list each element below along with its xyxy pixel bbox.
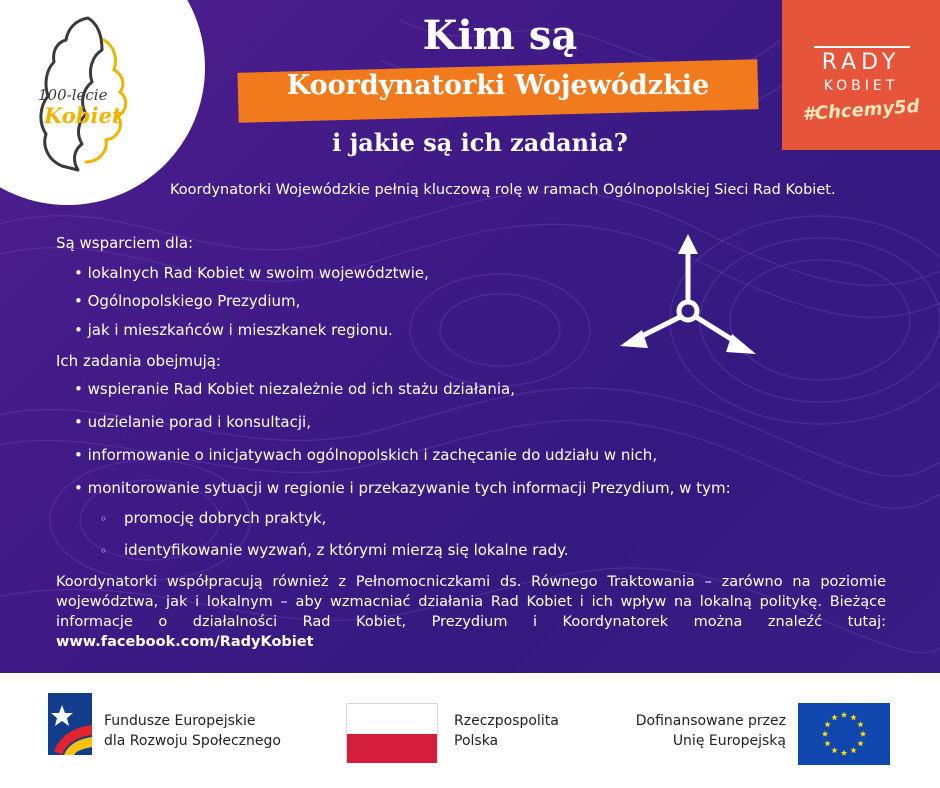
task-item: • monitorowanie sytuacji w regionie i przekazywanie tych informacji Prezydium, w tym:: [74, 479, 731, 497]
network-hub-arrows-icon: [610, 228, 770, 368]
tasks-heading: Ich zadania obejmują:: [56, 352, 221, 370]
task-sub-item: [100, 509, 326, 527]
support-item: • Ogólnopolskiego Prezydium,: [74, 292, 301, 310]
eu-line1: Dofinansowane przez: [635, 713, 786, 729]
anniversary-logo-line2: Kobiet: [44, 103, 122, 128]
funds-caption: [104, 711, 281, 751]
eu-flag-icon: [798, 703, 890, 765]
eu-line2: Unię Europejską: [672, 733, 786, 749]
funds-line2: dla Rozwoju Społecznego: [104, 733, 281, 749]
poland-flag-icon: [346, 703, 438, 763]
support-item: • jak i mieszkańców i mieszkanek regionu.: [74, 321, 393, 339]
eu-caption: [560, 711, 786, 751]
task-sub-item-text: identyfikowanie wyzwań, z którymi mierzą się lokalne rady.: [124, 541, 569, 559]
poland-caption: [454, 711, 559, 751]
task-sub-item-text: promocję dobrych praktyk,: [124, 509, 327, 527]
fundusze-europejskie-star-icon: [48, 693, 92, 755]
heading-line1: Kim są: [422, 12, 578, 59]
heading-line3: i jakie są ich zadania?: [332, 128, 628, 157]
rady-logo-hashtag: #Chcemy5d: [801, 95, 921, 126]
anniversary-logo-line1: 100-lecie: [38, 86, 108, 104]
sponsor-footer: [0, 673, 940, 788]
poland-line2: Polska: [454, 733, 499, 749]
funds-line1: Fundusze Europejskie: [104, 713, 256, 729]
facebook-link[interactable]: www.facebook.com/RadyKobiet: [56, 634, 314, 650]
intro-paragraph: Koordynatorki Wojewódzkie pełnią kluczową rolę w ramach Ogólnopolskiej Sieci Rad Kobiet.: [170, 182, 836, 198]
poland-flag-white-band: [347, 704, 437, 734]
task-item: • wspieranie Rad Kobiet niezależnie od ich stażu działania,: [74, 380, 515, 398]
support-item: • lokalnych Rad Kobiet w swoim województwie,: [74, 264, 429, 282]
rady-logo-line2: KOBIET: [823, 78, 899, 94]
support-heading: Są wsparciem dla:: [56, 234, 194, 252]
task-item: • udzielanie porad i konsultacji,: [74, 413, 311, 431]
poland-line1: Rzeczpospolita: [454, 713, 559, 729]
rady-logo-line1: RADY: [821, 50, 901, 75]
heading-banner-text: Koordynatorki Wojewódzkie: [286, 70, 710, 101]
outro-paragraph: [56, 572, 886, 652]
sub-bullet-marker: ◦: [100, 544, 108, 558]
task-item: • informowanie o inicjatywach ogólnopolskich i zachęcanie do udziału w nich,: [74, 446, 658, 464]
sub-bullet-marker: ◦: [100, 512, 108, 526]
task-sub-item: [100, 541, 569, 559]
outro-text: Koordynatorki współpracują również z Pełnomocniczkami ds. Równego Traktowania – zarówno na poziomie województwa, jak i lokalnym – aby wzmacniać działania Rad Kobiet i ich wpływ na lokalną politykę. Bieżące informacje o działalności Rad Kobiet, Prezydium i Koordynatorek można znaleźć tutaj:: [56, 574, 886, 630]
poland-flag-red-band: [347, 734, 437, 763]
